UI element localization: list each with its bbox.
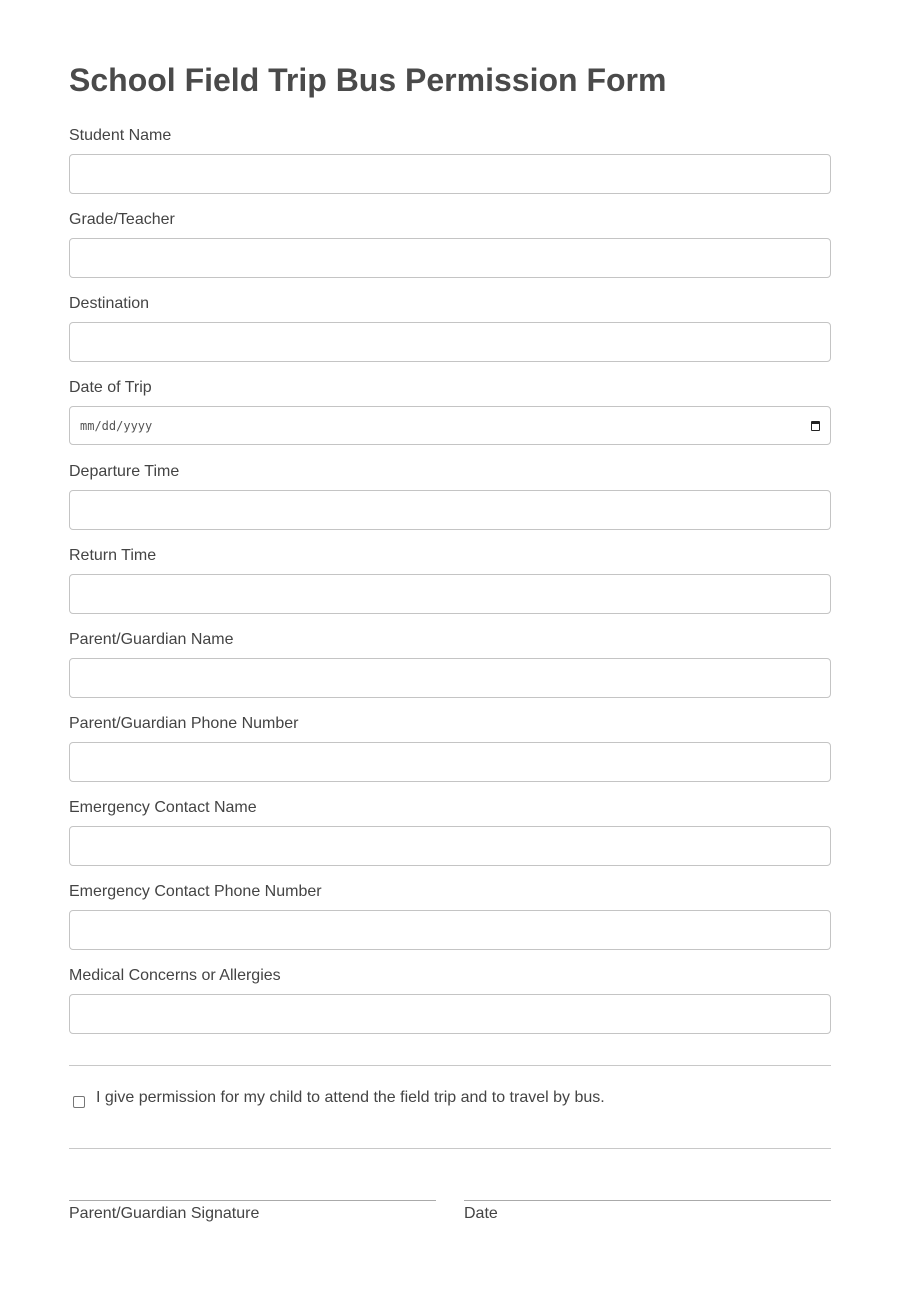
field-label: Medical Concerns or Allergies — [69, 967, 281, 984]
date-of-trip-input[interactable] — [69, 406, 831, 445]
emergency-contact-phone-input[interactable] — [69, 910, 831, 950]
field-parent-name — [69, 630, 831, 714]
field-label: Departure Time — [69, 463, 180, 480]
parent-phone-input[interactable] — [69, 742, 831, 782]
field-label: Student Name — [69, 127, 172, 144]
consent-row — [73, 1089, 605, 1108]
field-label: Parent/Guardian Phone Number — [69, 715, 299, 732]
field-destination — [69, 294, 831, 378]
student-name-input[interactable] — [69, 154, 831, 194]
emergency-contact-name-input[interactable] — [69, 826, 831, 866]
field-label: Emergency Contact Name — [69, 799, 257, 816]
calendar-icon[interactable] — [811, 421, 820, 431]
signature-line — [69, 1200, 436, 1223]
return-time-input[interactable] — [69, 574, 831, 614]
date-label: Date — [464, 1205, 498, 1222]
divider — [69, 1148, 831, 1149]
field-departure-time — [69, 462, 831, 546]
field-label: Parent/Guardian Name — [69, 631, 234, 648]
field-label: Emergency Contact Phone Number — [69, 883, 322, 900]
field-grade-teacher — [69, 210, 831, 294]
field-label: Date of Trip — [69, 379, 152, 396]
page-title: School Field Trip Bus Permission Form — [69, 62, 667, 98]
medical-concerns-input[interactable] — [69, 994, 831, 1034]
date-placeholder: mm/dd/yyyy — [80, 418, 153, 433]
field-date-of-trip — [69, 378, 831, 462]
field-label: Return Time — [69, 547, 157, 564]
signature-label: Parent/Guardian Signature — [69, 1205, 260, 1222]
field-emergency-phone — [69, 882, 831, 966]
divider — [69, 1065, 831, 1066]
parent-name-input[interactable] — [69, 658, 831, 698]
consent-label: I give permission for my child to attend the field trip and to travel by bus. — [96, 1089, 605, 1106]
field-medical — [69, 966, 831, 1050]
field-student-name — [69, 126, 831, 210]
field-emergency-name — [69, 798, 831, 882]
grade-teacher-input[interactable] — [69, 238, 831, 278]
field-label: Destination — [69, 295, 150, 312]
consent-checkbox[interactable] — [73, 1096, 85, 1108]
departure-time-input[interactable] — [69, 490, 831, 530]
destination-input[interactable] — [69, 322, 831, 362]
field-parent-phone — [69, 714, 831, 798]
date-line — [464, 1200, 831, 1223]
form-fields — [69, 126, 831, 1050]
field-label: Grade/Teacher — [69, 211, 175, 228]
field-return-time — [69, 546, 831, 630]
